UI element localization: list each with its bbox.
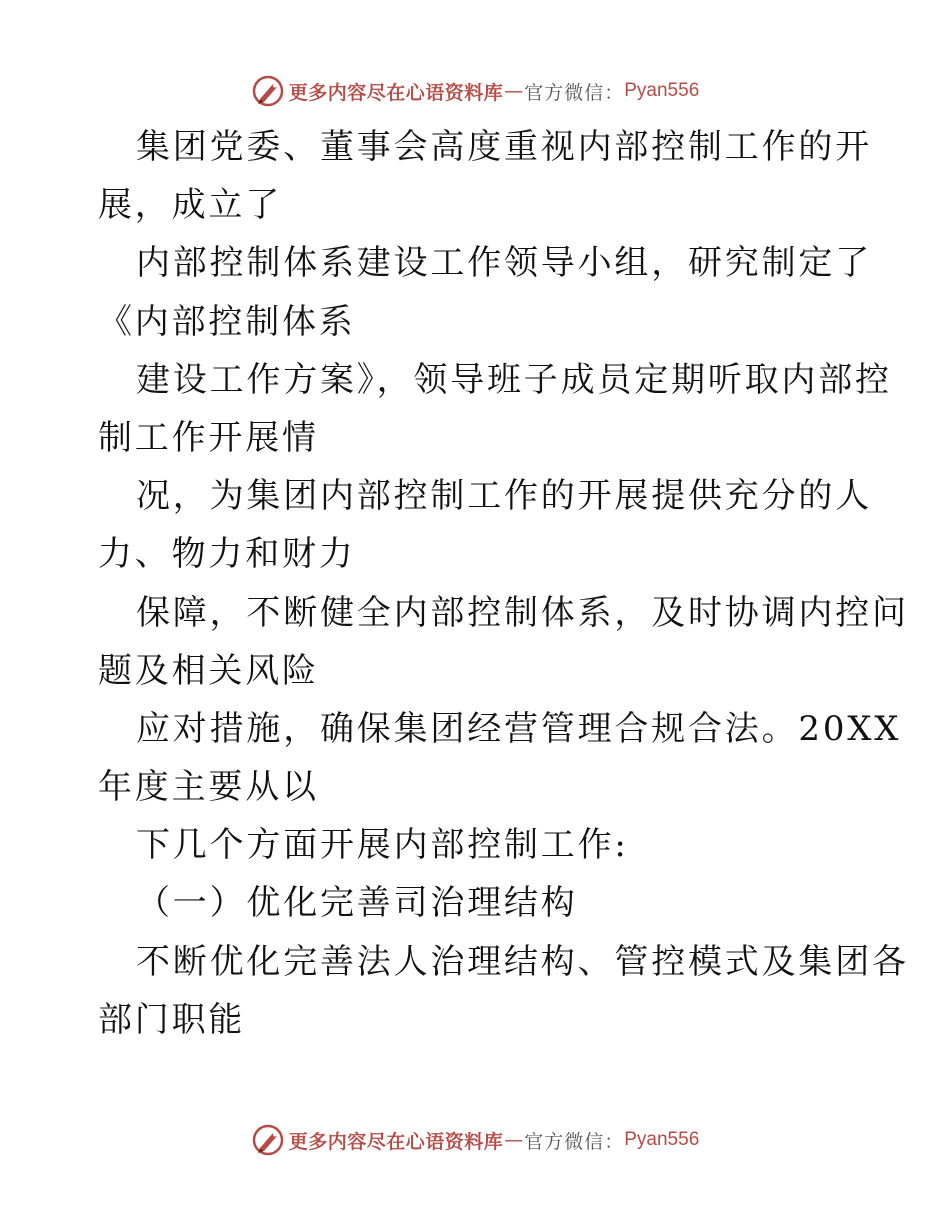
text-line: 集团党委、董事会高度重视内部控制工作的开	[136, 127, 872, 167]
pen-logo-icon	[251, 1123, 285, 1157]
text-line: 下几个方面开展内部控制工作:	[136, 825, 629, 866]
text-line: 况，为集团内部控制工作的开展提供充分的人	[136, 476, 872, 517]
text-line: 制工作开展情	[98, 417, 319, 458]
section-heading: （一）优化完善司治理结构	[136, 883, 578, 924]
banner-wechat-label: 官方微信：	[524, 81, 625, 104]
text-line: 年度主要从以	[98, 767, 319, 808]
banner-wechat-label: 官方微信：	[524, 1130, 625, 1153]
banner-dash: —	[504, 1129, 524, 1151]
banner-wechat-id: Pyan556	[624, 80, 700, 101]
text-line: 力、物力和财力	[98, 534, 356, 575]
text-line: 保障，不断健全内部控制体系，及时协调内控问	[136, 592, 909, 633]
text-line: 《内部控制体系	[98, 301, 356, 342]
banner-wechat-id: Pyan556	[624, 1129, 700, 1150]
banner-main-text: 更多内容尽在心语资料库	[288, 81, 504, 104]
document-body	[98, 118, 909, 1049]
pen-logo-icon	[251, 74, 285, 108]
text-line: 题及相关风险	[98, 650, 319, 691]
text-line: 建设工作方案》，领导班子成员定期听取内部控	[136, 359, 892, 400]
text-line: 展，成立了	[98, 185, 282, 226]
text-line: 部门职能	[98, 999, 246, 1040]
text-line: 内部控制体系建设工作领导小组，研究制定了	[136, 243, 872, 284]
header-banner	[0, 71, 950, 111]
banner-dash: —	[504, 80, 524, 102]
text-line: 不断优化完善法人治理结构、管控模式及集团各	[136, 941, 909, 982]
footer-banner	[0, 1120, 950, 1160]
banner-main-text: 更多内容尽在心语资料库	[288, 1130, 504, 1153]
text-line: 应对措施，确保集团经营管理合规合法。20XX	[136, 708, 902, 749]
